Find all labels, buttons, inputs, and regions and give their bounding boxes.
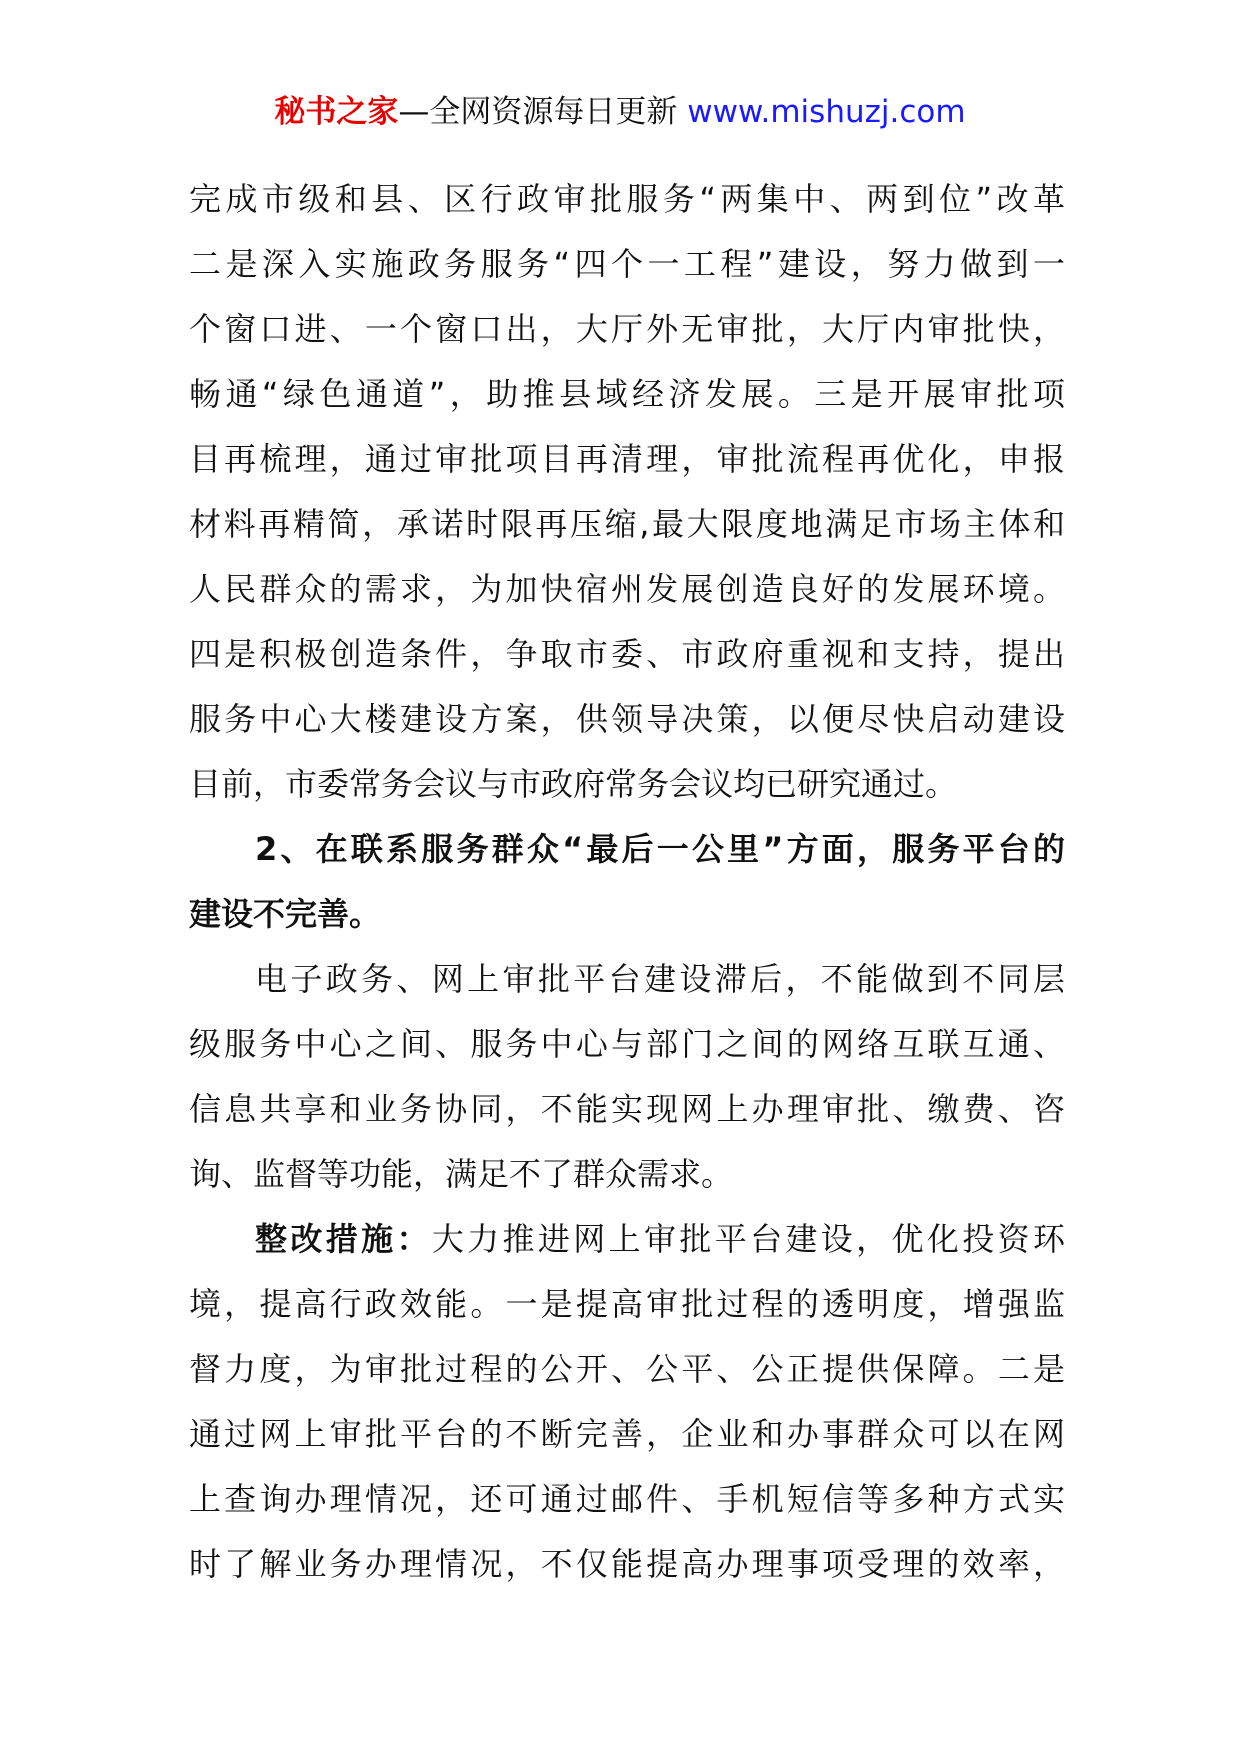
text-line: 个窗口进、一个窗口出，大厅外无审批，大厅内审批快， xyxy=(189,310,1065,348)
site-header xyxy=(0,92,1240,132)
document-body xyxy=(189,167,1065,1597)
text-line: 人民群众的需求，为加快宿州发展创造良好的发展环境。 xyxy=(189,570,1065,608)
measures-text-line: 境，提高行政效能。一是提高审批过程的透明度，增强监 xyxy=(189,1285,1065,1323)
measures-text-line: 督力度，为审批过程的公开、公平、公正提供保障。二是 xyxy=(189,1350,1065,1388)
text-line: 二是深入实施政务服务“四个一工程”建设，努力做到一 xyxy=(189,245,1065,283)
text-line: 目再梳理，通过审批项目再清理，审批流程再优化，申报 xyxy=(189,440,1065,478)
text-line: 材料再精简，承诺时限再压缩,最大限度地满足市场主体和 xyxy=(189,505,1065,543)
brand-name: 秘书之家 xyxy=(274,94,399,130)
text-line: 服务中心大楼建设方案，供领导决策，以便尽快启动建设 xyxy=(189,700,1065,738)
measures-label: 整改措施： xyxy=(255,1220,432,1258)
section-heading-line: 2、在联系服务群众“最后一公里”方面，服务平台的 xyxy=(255,830,1065,868)
problem-text-line: 电子政务、网上审批平台建设滞后，不能做到不同层 xyxy=(255,960,1065,998)
measures-first-line xyxy=(189,1207,1065,1272)
measures-text-line: 上查询办理情况，还可通过邮件、手机短信等多种方式实 xyxy=(189,1480,1065,1518)
problem-text-line: 信息共享和业务协同，不能实现网上办理审批、缴费、咨 xyxy=(189,1090,1065,1128)
text-line: 完成市级和县、区行政审批服务“两集中、两到位”改革 xyxy=(189,180,1065,218)
text-line: 目前，市委常务会议与市政府常务会议均已研究通过。 xyxy=(189,765,958,803)
text-line: 四是积极创造条件，争取市委、市政府重视和支持，提出 xyxy=(189,635,1065,673)
site-url-link[interactable]: www.mishuzj.com xyxy=(687,94,966,130)
header-tagline: —全网资源每日更新 xyxy=(398,94,688,130)
section-heading-line: 建设不完善。 xyxy=(189,895,382,933)
measures-text-line: 时了解业务办理情况，不仅能提高办理事项受理的效率， xyxy=(189,1545,1065,1583)
measures-text-line: 通过网上审批平台的不断完善，企业和办事群众可以在网 xyxy=(189,1415,1065,1453)
text-line: 畅通“绿色通道”，助推县域经济发展。三是开展审批项 xyxy=(189,375,1065,413)
measures-text: 大力推进网上审批平台建设，优化投资环 xyxy=(431,1220,1065,1258)
problem-text-line: 级服务中心之间、服务中心与部门之间的网络互联互通、 xyxy=(189,1025,1065,1063)
problem-text-line: 询、监督等功能，满足不了群众需求。 xyxy=(189,1155,734,1193)
